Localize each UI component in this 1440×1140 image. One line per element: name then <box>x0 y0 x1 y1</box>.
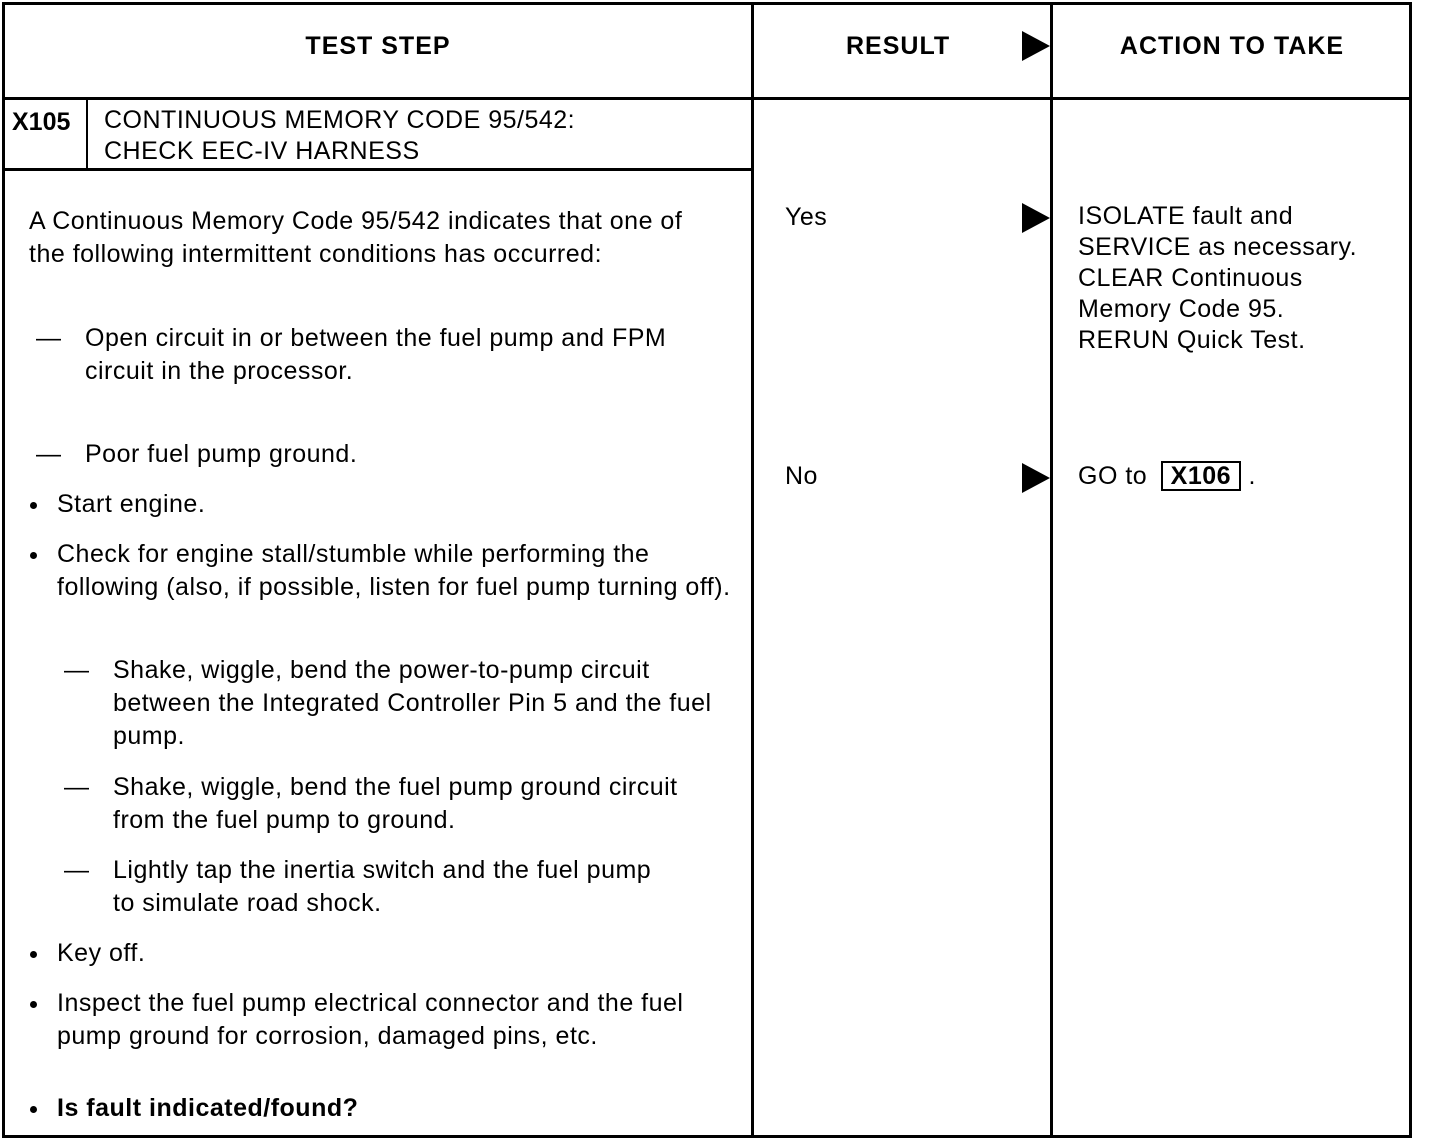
dash-mark: — <box>64 773 90 801</box>
action-no-suffix: . <box>1248 462 1256 490</box>
step-title-line-1: CONTINUOUS MEMORY CODE 95/542: <box>104 106 576 134</box>
result-no-arrow-icon <box>1022 463 1050 493</box>
action-yes-line: SERVICE as necessary. <box>1078 233 1358 261</box>
header-test-step: TEST STEP <box>305 32 451 60</box>
bullet-text: Is fault indicated/found? <box>57 1094 359 1122</box>
header-action-to-take: ACTION TO TAKE <box>1119 32 1345 60</box>
table-border-top <box>2 2 1412 5</box>
sub-step-text: Shake, wiggle, bend the power-to-pump circuit between the Integrated Controller Pin 5 and the fuel pump. <box>113 656 712 750</box>
header-result: RESULT <box>846 32 951 60</box>
bullet-text: Check for engine stall/stumble while performing the following (also, if possible, listen for fuel pump turning off). <box>57 540 731 601</box>
header-divider <box>2 97 1412 100</box>
bullet-dot <box>30 951 37 958</box>
dash-mark: — <box>36 440 62 468</box>
action-no <box>1078 460 1256 493</box>
bullet-dot <box>30 552 37 559</box>
step-title <box>104 105 575 167</box>
column-divider-result <box>751 2 754 1138</box>
bullet-dot <box>30 1106 37 1113</box>
condition-text: Poor fuel pump ground. <box>85 440 358 468</box>
bullet-dot <box>30 1001 37 1008</box>
bullet-dot <box>30 502 37 509</box>
result-yes-arrow-icon <box>1022 203 1050 233</box>
table-border-bottom <box>2 1135 1412 1138</box>
action-yes-line: CLEAR Continuous <box>1078 264 1303 292</box>
result-yes: Yes <box>785 203 828 231</box>
action-yes-line: ISOLATE fault and <box>1078 202 1294 230</box>
intro-paragraph: A Continuous Memory Code 95/542 indicates that one of the following intermittent conditions has occurred: <box>29 207 683 268</box>
action-no-prefix: GO to <box>1078 462 1148 490</box>
sub-step-text: Shake, wiggle, bend the fuel pump ground circuit from the fuel pump to ground. <box>113 773 678 834</box>
dash-mark: — <box>64 856 90 884</box>
step-id-divider <box>86 99 88 170</box>
step-title-divider <box>2 168 754 171</box>
goto-x106-link[interactable]: X106 <box>1161 461 1241 491</box>
bullet-text: Key off. <box>57 939 146 967</box>
condition-text: Open circuit in or between the fuel pump and FPM circuit in the processor. <box>85 324 667 385</box>
action-yes-line: Memory Code 95. <box>1078 295 1285 323</box>
dash-mark: — <box>64 656 90 684</box>
header-arrow-icon <box>1022 31 1050 61</box>
sub-step-text: Lightly tap the inertia switch and the fuel pump to simulate road shock. <box>113 856 652 917</box>
table-border-right <box>1409 2 1412 1138</box>
bullet-text: Start engine. <box>57 490 206 518</box>
result-no: No <box>785 462 818 490</box>
dash-mark: — <box>36 324 62 352</box>
table-border-left <box>2 2 5 1138</box>
column-divider-action <box>1050 2 1053 1138</box>
action-yes-line: RERUN Quick Test. <box>1078 326 1306 354</box>
bullet-text: Inspect the fuel pump electrical connector and the fuel pump ground for corrosion, damaged pins, etc. <box>57 989 684 1050</box>
step-id: X105 <box>12 108 71 136</box>
step-title-line-2: CHECK EEC-IV HARNESS <box>104 137 420 165</box>
action-yes <box>1078 201 1357 356</box>
